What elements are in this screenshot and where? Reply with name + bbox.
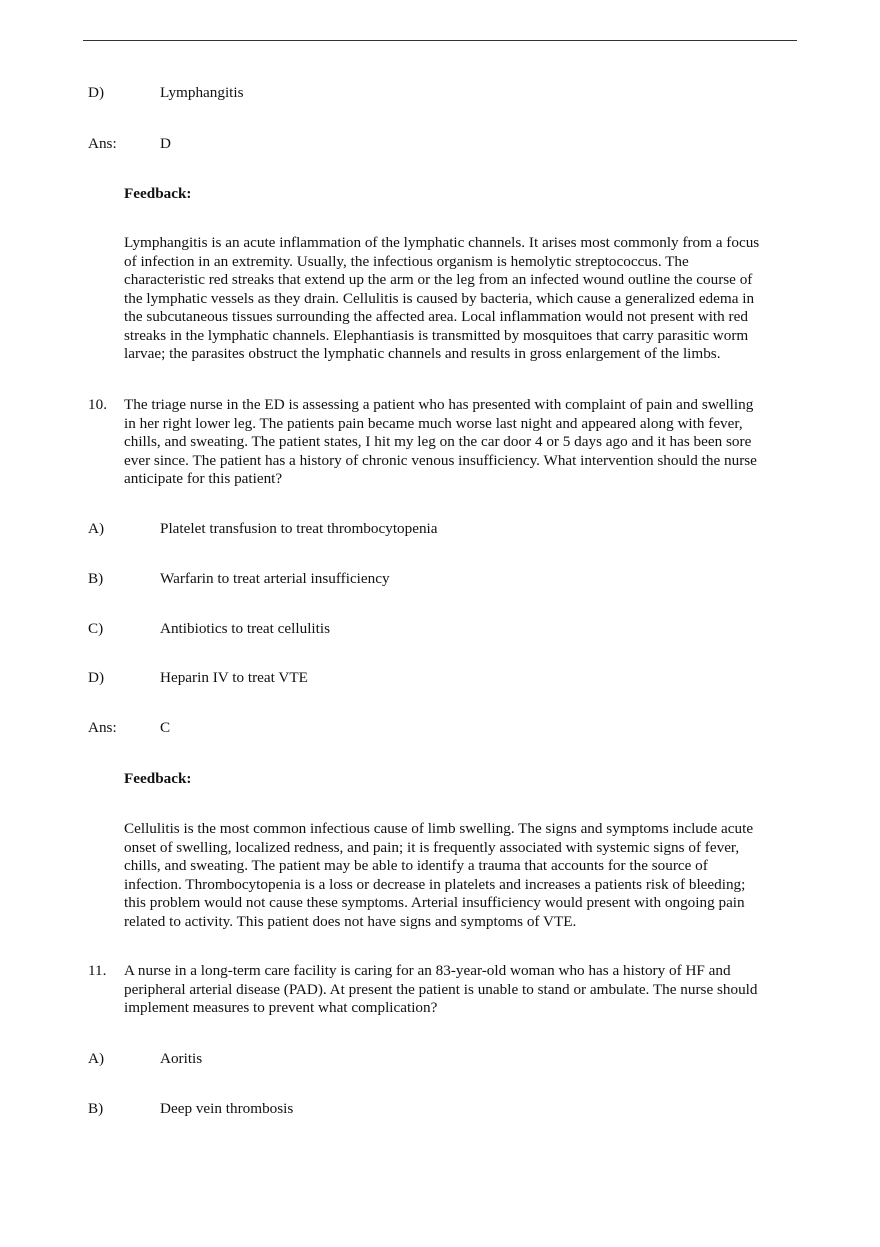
feedback-line: characteristic red streaks that extend up the arm or the leg from an infected wound outline the course of [124, 271, 753, 288]
option-label: A) [88, 520, 105, 537]
answer-value: D [160, 135, 171, 152]
feedback-line: streaks in the lymphatic channels. Elephantiasis is transmitted by mosquitoes that carry parasitic worm [124, 326, 749, 344]
option-label: D) [88, 669, 105, 686]
option-text: Heparin IV to treat VTE [160, 669, 308, 686]
option-label: A) [88, 1050, 105, 1067]
q10-feedback-text [124, 820, 800, 931]
option-label: C) [88, 620, 104, 637]
q9-feedback-heading: Feedback: [124, 185, 192, 202]
option-text: Lymphangitis [160, 84, 244, 101]
option-text: Platelet transfusion to treat thrombocytopenia [160, 520, 438, 537]
question-line: A nurse in a long-term care facility is caring for an 83-year-old woman who has a history of HF and [124, 962, 731, 979]
feedback-line: this problem would not cause these symptoms. Arterial insufficiency would present with ongoing pain [124, 894, 745, 911]
question-line: implement measures to prevent what complication? [124, 999, 438, 1016]
q9-feedback-text [124, 234, 800, 364]
question-line: in her right lower leg. The patients pain became much worse last night and appeared along with fever, [124, 414, 743, 432]
question-text [124, 396, 800, 489]
answer-label: Ans: [88, 719, 117, 736]
question-line: peripheral arterial disease (PAD). At present the patient is unable to stand or ambulate. The nurse should [124, 980, 758, 998]
question-line: The triage nurse in the ED is assessing a patient who has presented with complaint of pain and swelling [124, 396, 754, 413]
q10-feedback-heading: Feedback: [124, 770, 192, 787]
option-text: Warfarin to treat arterial insufficiency [160, 570, 390, 587]
question-line: anticipate for this patient? [124, 470, 283, 487]
feedback-line: the lymphatic vessels as they drain. Cellulitis is caused by bacteria, which cause a generalized edema in [124, 289, 755, 307]
feedback-line: chills, and sweating. The patient may be able to identify a trauma that accounts for the source of [124, 857, 708, 874]
header-rule [83, 40, 797, 41]
option-label: D) [88, 84, 105, 101]
feedback-line: the subcutaneous tissues surrounding the affected area. Local inflammation would not present with red [124, 308, 748, 325]
question-number: 10. [88, 396, 107, 413]
feedback-line: Cellulitis is the most common infectious cause of limb swelling. The signs and symptoms include acute [124, 820, 754, 837]
answer-value: C [160, 719, 171, 736]
feedback-line: infection. Thrombocytopenia is a loss or decrease in platelets and increases a patients risk of bleeding; [124, 875, 746, 893]
feedback-line: onset of swelling, localized redness, and pain; it is frequently associated with systemic signs of fever, [124, 838, 740, 856]
option-text: Aoritis [160, 1050, 203, 1067]
question-line: ever since. The patient has a history of chronic venous insufficiency. What intervention should the nurse [124, 451, 757, 469]
feedback-line: of infection in an extremity. Usually, the infectious organism is hemolytic streptococcus. The [124, 252, 689, 270]
question-line: chills, and sweating. The patient states, I hit my leg on the car door 4 or 5 days ago and it has been sore [124, 433, 752, 450]
question-text [124, 962, 800, 1018]
answer-label: Ans: [88, 135, 117, 152]
option-label: B) [88, 570, 104, 587]
option-label: B) [88, 1100, 104, 1117]
option-text: Deep vein thrombosis [160, 1100, 294, 1117]
option-text: Antibiotics to treat cellulitis [160, 620, 330, 637]
feedback-line: larvae; the parasites obstruct the lymphatic channels and results in gross enlargement of the limbs. [124, 345, 721, 362]
feedback-line: related to activity. This patient does not have signs and symptoms of VTE. [124, 912, 577, 930]
question-number: 11. [88, 962, 107, 979]
feedback-line: Lymphangitis is an acute inflammation of the lymphatic channels. It arises most commonly from a focus [124, 234, 760, 251]
